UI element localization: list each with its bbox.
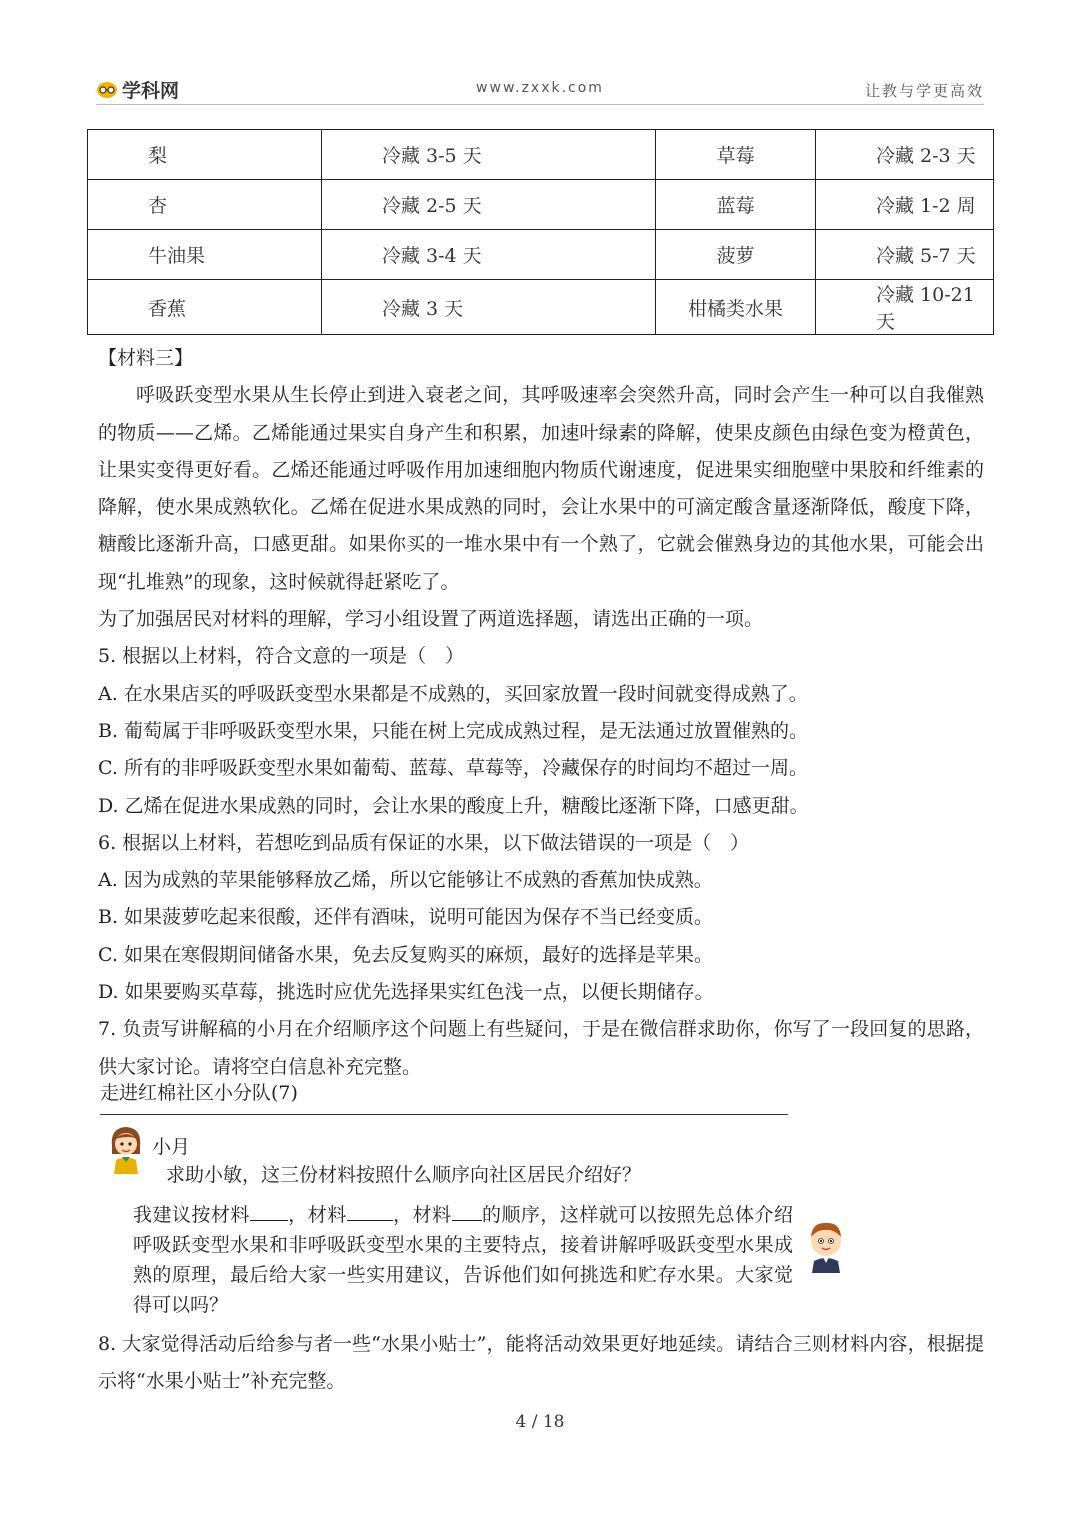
reply-text: 的顺序，这样就可以按照先总体介绍呼吸跃变型水果和非呼吸跃变型水果的主要特点，接着讲解呼吸跃变型水果成熟的原理，最后给大家一些实用建议，告诉他们如何挑选和贮存水果。大家觉得可以吗？ xyxy=(133,1204,793,1316)
table-cell: 梨 xyxy=(88,130,322,180)
page-number: 4 / 18 xyxy=(515,1412,565,1432)
chat-divider xyxy=(100,1114,788,1115)
page-header xyxy=(96,70,984,105)
site-url[interactable]: www.zxxk.com xyxy=(476,80,604,96)
table-cell: 杏 xyxy=(88,180,322,230)
question-6-option-c: C. 如果在寒假期间储备水果，免去反复购买的麻烦，最好的选择是苹果。 xyxy=(98,943,713,966)
table-cell: 菠萝 xyxy=(656,230,816,280)
logo-text: 学科网 xyxy=(122,80,180,102)
fill-blank-1[interactable] xyxy=(250,1200,288,1221)
table-cell: 冷藏 2-5 天 xyxy=(322,180,656,230)
question-5-option-d: D. 乙烯在促进水果成熟的同时，会让水果的酸度上升，糖酸比逐渐下降，口感更甜。 xyxy=(98,794,809,817)
table-cell: 冷藏 3-4 天 xyxy=(322,230,656,280)
material3-body: 呼吸跃变型水果从生长停止到进入衰老之间，其呼吸速率会突然升高，同时会产生一种可以自我催熟的物质——乙烯。乙烯能通过果实自身产生和积累，加速叶绿素的降解，使果皮颜色由绿色变为橙黄色，让果实变得更好看。乙烯还能通过呼吸作用加速细胞内物质代谢速度，促进果实细胞壁中果胶和纤维素的降解，使水果成熟软化。乙烯在促进水果成熟的同时，会让水果中的可滴定酸含量逐渐降低，酸度下降，糖酸比逐渐升高，口感更甜。如果你买的一堆水果中有一个熟了，它就会催熟身边的其他水果，可能会出现“扎堆熟”的现象，这时候就得赶紧吃了。 xyxy=(98,384,984,593)
question-5-option-a: A. 在水果店买的呼吸跃变型水果都是不成熟的，买回家放置一段时间就变得成熟了。 xyxy=(98,682,808,705)
table-row xyxy=(88,180,994,230)
material3-heading: 【材料三】 xyxy=(98,347,194,369)
boy-avatar-icon xyxy=(804,1217,848,1273)
question-5-option-c: C. 所有的非呼吸跃变型水果如葡萄、蓝莓、草莓等，冷藏保存的时间均不超过一周。 xyxy=(98,757,808,780)
table-cell: 牛油果 xyxy=(88,230,322,280)
site-slogan: 让教与学更高效 xyxy=(864,82,984,100)
questions-intro: 为了加强居民对材料的理解，学习小组设置了两道选择题，请选出正确的一项。 xyxy=(98,608,764,631)
question-7-stem: 7. 负责写讲解稿的小月在介绍顺序这个问题上有些疑问，于是在微信群求助你，你写了一段回复的思路，供大家讨论。请将空白信息补充完整。 xyxy=(98,1018,984,1078)
question-6-option-d: D. 如果要购买草莓，挑选时应优先选择果实红色浅一点，以便长期储存。 xyxy=(98,981,714,1004)
question-5-stem: 5. 根据以上材料，符合文意的一项是（ ） xyxy=(98,645,465,668)
question-8-stem: 8. 大家觉得活动后给参与者一些“水果小贴士”，能将活动效果更好地延续。请结合三则材料内容，根据提示将“水果小贴士”补充完整。 xyxy=(98,1333,984,1393)
chat-group-title: 走进红棉社区小分队(7) xyxy=(100,1082,298,1104)
table-cell: 蓝莓 xyxy=(656,180,816,230)
table-cell: 冷藏 5-7 天 xyxy=(816,230,994,280)
table-cell: 草莓 xyxy=(656,130,816,180)
table-cell: 冷藏 3 天 xyxy=(322,280,656,335)
girl-avatar-icon xyxy=(106,1124,146,1174)
reply-text: ，材料 xyxy=(392,1204,452,1226)
question-6-option-a: A. 因为成熟的苹果能够释放乙烯，所以它能够让不成熟的香蕉加快成熟。 xyxy=(98,869,713,892)
table-cell: 香蕉 xyxy=(88,280,322,335)
table-cell: 冷藏 3-5 天 xyxy=(322,130,656,180)
fill-blank-3[interactable] xyxy=(452,1200,482,1221)
table-row xyxy=(88,280,994,335)
table-cell: 柑橘类水果 xyxy=(656,280,816,335)
question-6-stem: 6. 根据以上材料，若想吃到品质有保证的水果，以下做法错误的一项是（ ） xyxy=(98,831,750,854)
reply-text: ，材料 xyxy=(287,1204,347,1226)
wechat-group-chat xyxy=(100,1080,820,1320)
question-8-block xyxy=(98,1326,984,1401)
main-content xyxy=(98,340,984,1086)
table-cell: 冷藏 2-3 天 xyxy=(816,130,994,180)
question-6-option-b: B. 如果菠萝吃起来很酸，还伴有酒味，说明可能因为保存不当已经变质。 xyxy=(98,906,714,929)
table-row xyxy=(88,130,994,180)
chat-question-message: 求助小敏，这三份材料按照什么顺序向社区居民介绍好？ xyxy=(166,1164,642,1186)
chat-sender-name: 小月 xyxy=(152,1136,191,1158)
fruit-storage-table xyxy=(87,129,994,335)
reply-text: 我建议按材料 xyxy=(133,1204,250,1226)
question-5-option-b: B. 葡萄属于非呼吸跃变型水果，只能在树上完成成熟过程，是无法通过放置催熟的。 xyxy=(98,719,809,742)
fill-blank-2[interactable] xyxy=(347,1200,393,1221)
table-row xyxy=(88,230,994,280)
chat-reply-message xyxy=(133,1200,793,1320)
table-cell: 冷藏 1-2 周 xyxy=(816,180,994,230)
table-cell: 冷藏 10-21 天 xyxy=(816,280,994,335)
